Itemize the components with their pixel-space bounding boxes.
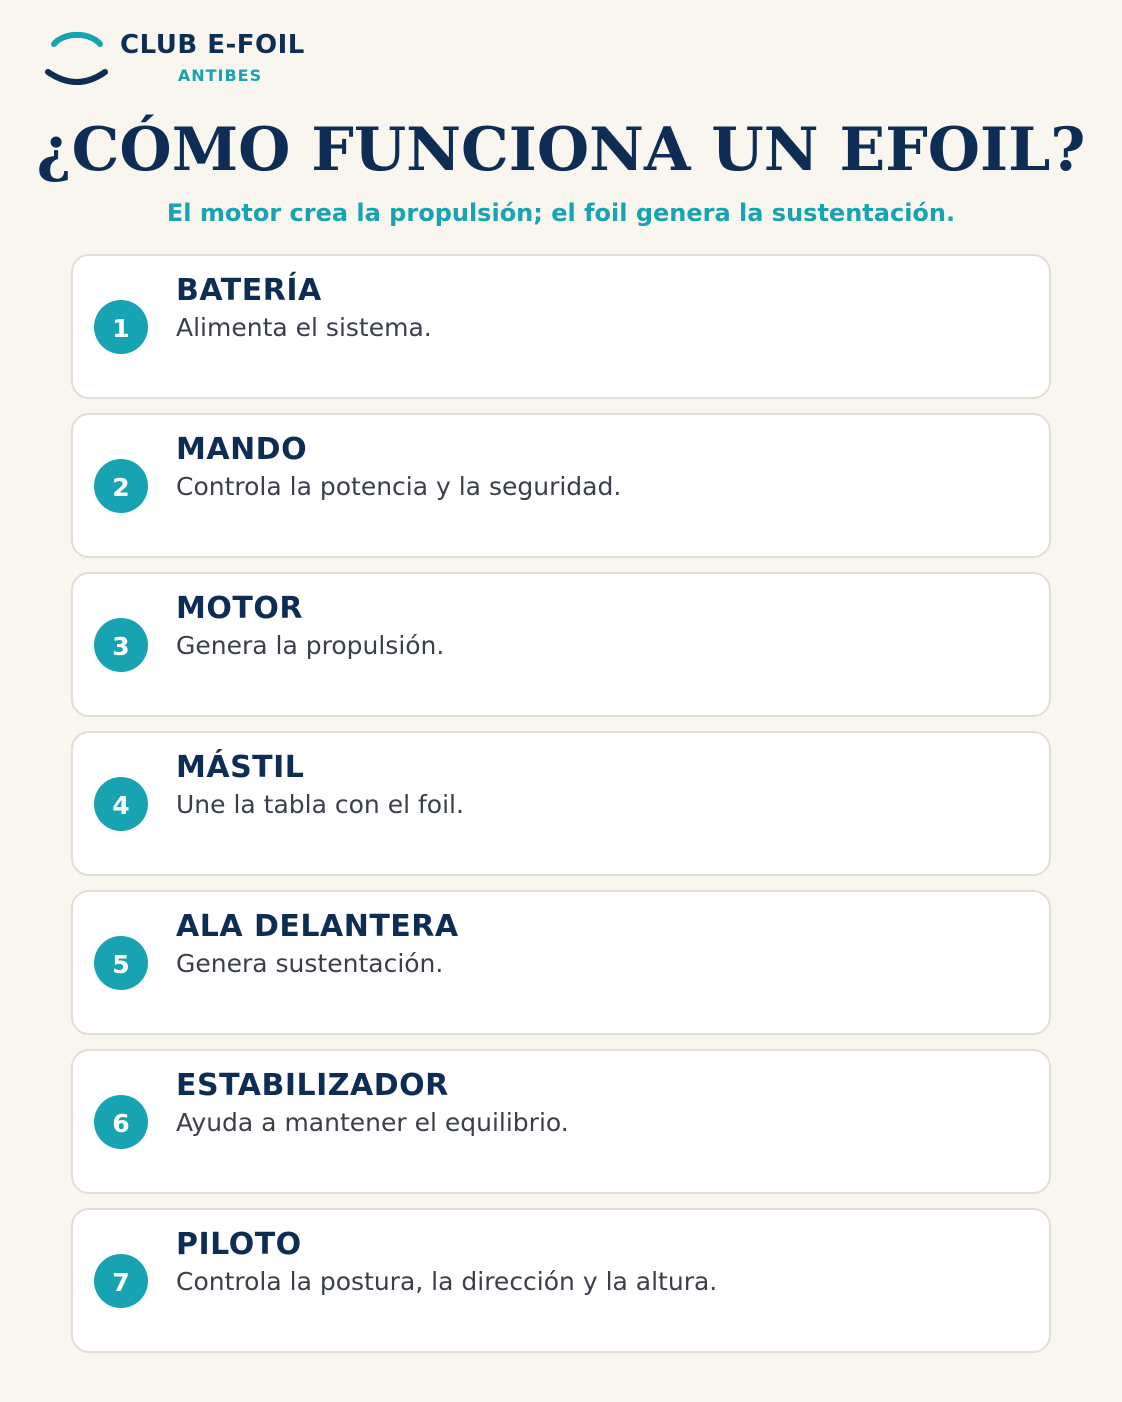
club-location: ANTIBES [177,66,263,85]
component-description: Une la tabla con el foil. [176,790,464,819]
step-number-badge: 6 [94,1095,148,1149]
component-description: Genera sustentación. [176,949,444,978]
club-logo [44,26,344,90]
component-title: ESTABILIZADOR [176,1068,449,1103]
component-description: Ayuda a mantener el equilibrio. [176,1108,569,1137]
component-title: BATERÍA [176,273,322,308]
component-title: MÁSTIL [176,750,305,785]
component-card-estabilizador [71,1049,1051,1194]
club-name: CLUB E-FOIL [120,30,305,60]
step-number-badge: 2 [94,459,148,513]
smile-arc-logo-icon [44,26,110,88]
component-title: MANDO [176,432,308,467]
component-description: Alimenta el sistema. [176,313,432,342]
component-card-piloto [71,1208,1051,1353]
component-title: MOTOR [176,591,303,626]
step-number-badge: 5 [94,936,148,990]
step-number-badge: 3 [94,618,148,672]
component-card-ala-delantera [71,890,1051,1035]
page-subtitle: El motor crea la propulsión; el foil genera la sustentación. [166,199,956,227]
step-number-badge: 4 [94,777,148,831]
component-description: Genera la propulsión. [176,631,445,660]
component-title: ALA DELANTERA [176,909,459,944]
page-title: ¿CÓMO FUNCIONA UN EFOIL? [36,115,1086,185]
component-card-mastil [71,731,1051,876]
step-number-badge: 7 [94,1254,148,1308]
step-number-badge: 1 [94,300,148,354]
component-title: PILOTO [176,1227,302,1262]
component-card-motor [71,572,1051,717]
component-card-mando [71,413,1051,558]
component-description: Controla la potencia y la seguridad. [176,472,622,501]
component-description: Controla la postura, la dirección y la altura. [176,1267,718,1296]
component-card-bateria [71,254,1051,399]
